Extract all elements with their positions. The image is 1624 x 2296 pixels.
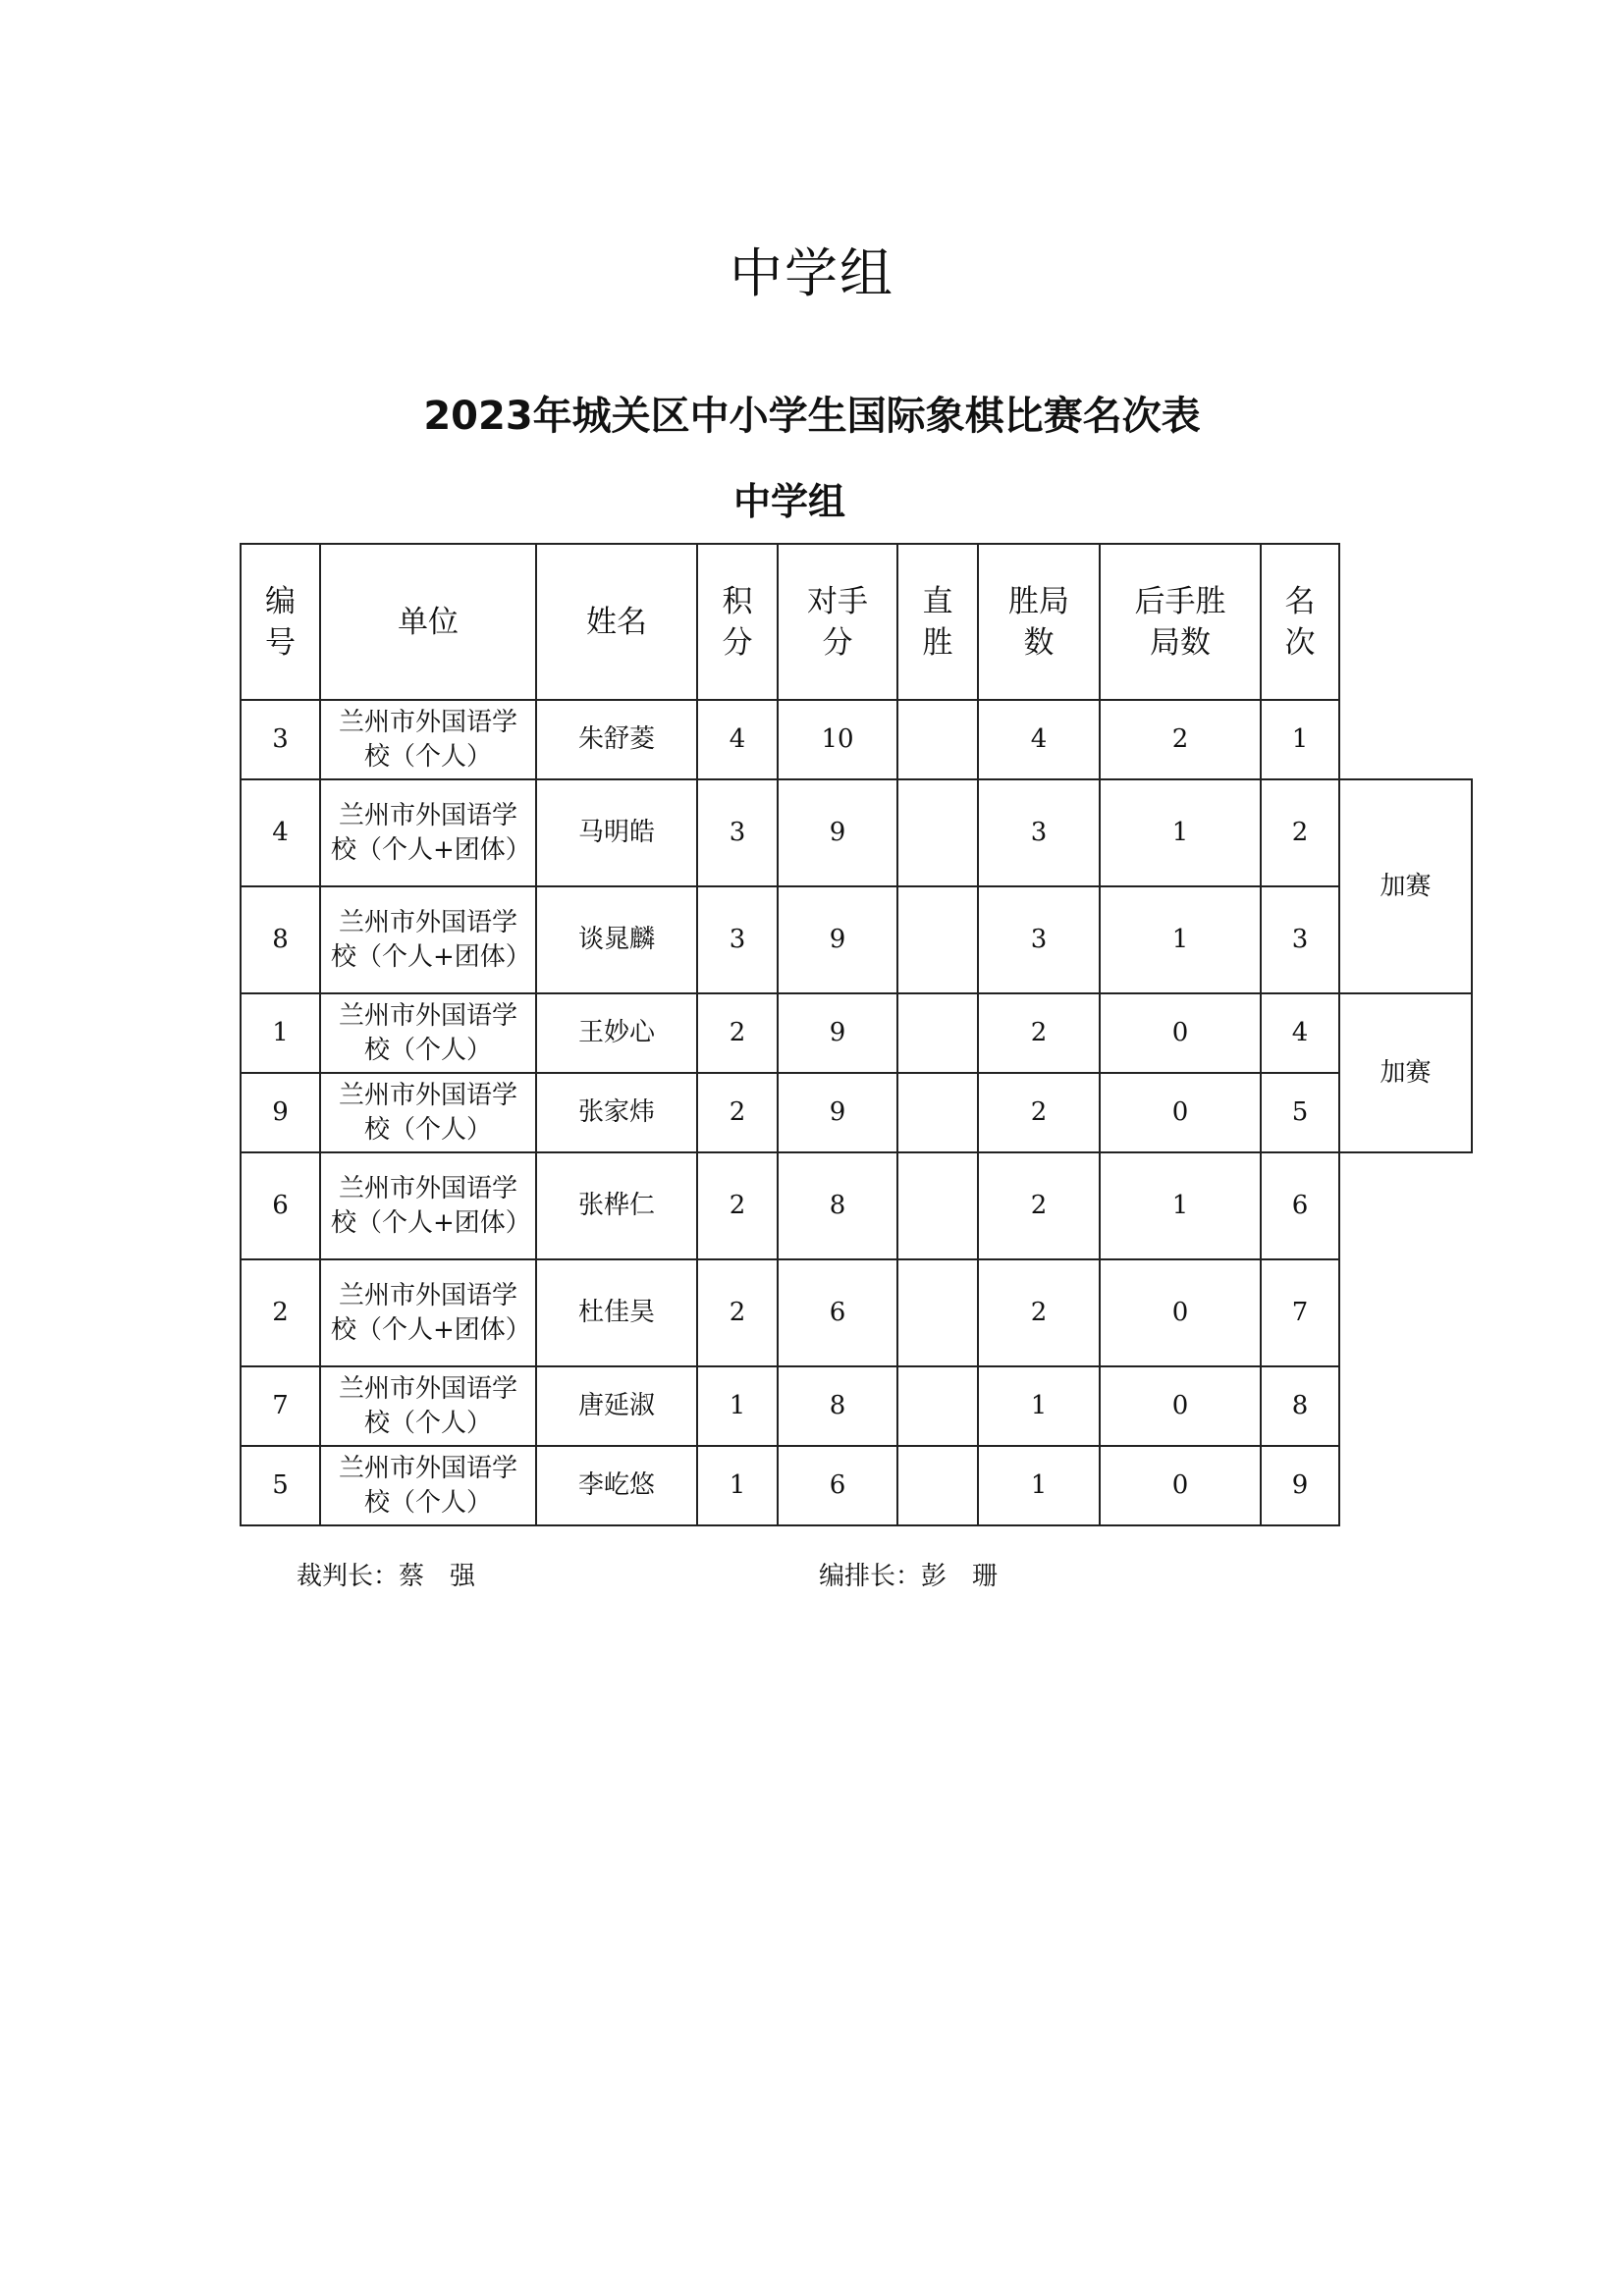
- cell-points: 3: [697, 779, 778, 886]
- cell-wins: 2: [978, 1259, 1100, 1366]
- cell-name: 张桦仁: [536, 1152, 697, 1259]
- cell-unit: 兰州市外国语学校（个人+团体）: [320, 1152, 536, 1259]
- cell-name: 李屹悠: [536, 1446, 697, 1525]
- playoff-note: 加赛: [1339, 779, 1472, 993]
- table-row: [241, 886, 1472, 993]
- cell-rank: 3: [1261, 886, 1339, 993]
- table-row: [241, 993, 1472, 1073]
- cell-name: 马明皓: [536, 779, 697, 886]
- cell-wins: 1: [978, 1446, 1100, 1525]
- cell-rank: 4: [1261, 993, 1339, 1073]
- header-id: 编号: [241, 544, 320, 700]
- cell-direct-win: [897, 779, 978, 886]
- header-rank: 名次: [1261, 544, 1339, 700]
- cell-name: 杜佳昊: [536, 1259, 697, 1366]
- cell-black-wins: 2: [1100, 700, 1261, 779]
- cell-points: 1: [697, 1446, 778, 1525]
- blank-cell: [1339, 700, 1472, 779]
- cell-black-wins: 1: [1100, 779, 1261, 886]
- cell-name: 张家炜: [536, 1073, 697, 1152]
- cell-opponent-points: 9: [778, 993, 897, 1073]
- blank-cell: [1339, 1152, 1472, 1259]
- cell-unit: 兰州市外国语学校（个人）: [320, 1446, 536, 1525]
- cell-wins: 2: [978, 993, 1100, 1073]
- cell-id: 9: [241, 1073, 320, 1152]
- cell-wins: 4: [978, 700, 1100, 779]
- cell-id: 1: [241, 993, 320, 1073]
- header-points: 积分: [697, 544, 778, 700]
- header-wins: 胜局数: [978, 544, 1100, 700]
- table-row: [241, 779, 1472, 886]
- cell-direct-win: [897, 993, 978, 1073]
- ranking-table: [240, 543, 1473, 1526]
- cell-id: 7: [241, 1366, 320, 1446]
- table-row: [241, 1152, 1472, 1259]
- cell-rank: 9: [1261, 1446, 1339, 1525]
- cell-id: 3: [241, 700, 320, 779]
- cell-black-wins: 1: [1100, 886, 1261, 993]
- cell-opponent-points: 10: [778, 700, 897, 779]
- cell-black-wins: 0: [1100, 1366, 1261, 1446]
- cell-opponent-points: 8: [778, 1152, 897, 1259]
- table-row: [241, 1446, 1472, 1525]
- cell-id: 5: [241, 1446, 320, 1525]
- cell-opponent-points: 6: [778, 1446, 897, 1525]
- cell-unit: 兰州市外国语学校（个人+团体）: [320, 886, 536, 993]
- cell-points: 4: [697, 700, 778, 779]
- header-opponent-points: 对手分: [778, 544, 897, 700]
- cell-unit: 兰州市外国语学校（个人）: [320, 700, 536, 779]
- cell-wins: 1: [978, 1366, 1100, 1446]
- cell-wins: 2: [978, 1152, 1100, 1259]
- cell-id: 2: [241, 1259, 320, 1366]
- blank-cell: [1339, 1366, 1472, 1446]
- cell-unit: 兰州市外国语学校（个人+团体）: [320, 1259, 536, 1366]
- cell-opponent-points: 9: [778, 1073, 897, 1152]
- cell-points: 2: [697, 1073, 778, 1152]
- cell-opponent-points: 6: [778, 1259, 897, 1366]
- cell-direct-win: [897, 1152, 978, 1259]
- cell-wins: 3: [978, 779, 1100, 886]
- blank-cell: [1339, 544, 1472, 700]
- cell-points: 2: [697, 993, 778, 1073]
- cell-rank: 7: [1261, 1259, 1339, 1366]
- table-subtitle: 中学组: [732, 480, 845, 523]
- table-row: [241, 1366, 1472, 1446]
- cell-wins: 3: [978, 886, 1100, 993]
- cell-opponent-points: 9: [778, 886, 897, 993]
- cell-rank: 8: [1261, 1366, 1339, 1446]
- top-heading: 中学组: [730, 242, 894, 304]
- header-direct-win: 直胜: [897, 544, 978, 700]
- cell-rank: 2: [1261, 779, 1339, 886]
- cell-black-wins: 0: [1100, 1073, 1261, 1152]
- cell-name: 王妙心: [536, 993, 697, 1073]
- cell-id: 8: [241, 886, 320, 993]
- header-row: [241, 544, 1472, 700]
- cell-direct-win: [897, 700, 978, 779]
- cell-name: 唐延淑: [536, 1366, 697, 1446]
- cell-rank: 6: [1261, 1152, 1339, 1259]
- cell-black-wins: 0: [1100, 1259, 1261, 1366]
- header-name: 姓名: [536, 544, 697, 700]
- cell-points: 1: [697, 1366, 778, 1446]
- cell-unit: 兰州市外国语学校（个人）: [320, 1366, 536, 1446]
- table-row: [241, 1073, 1472, 1152]
- cell-black-wins: 0: [1100, 993, 1261, 1073]
- cell-name: 谈晁麟: [536, 886, 697, 993]
- cell-opponent-points: 9: [778, 779, 897, 886]
- cell-points: 3: [697, 886, 778, 993]
- blank-cell: [1339, 1446, 1472, 1525]
- cell-id: 4: [241, 779, 320, 886]
- cell-direct-win: [897, 1259, 978, 1366]
- cell-rank: 1: [1261, 700, 1339, 779]
- cell-rank: 5: [1261, 1073, 1339, 1152]
- cell-direct-win: [897, 1446, 978, 1525]
- cell-unit: 兰州市外国语学校（个人）: [320, 1073, 536, 1152]
- cell-direct-win: [897, 1073, 978, 1152]
- cell-id: 6: [241, 1152, 320, 1259]
- playoff-note: 加赛: [1339, 993, 1472, 1152]
- header-unit: 单位: [320, 544, 536, 700]
- cell-points: 2: [697, 1259, 778, 1366]
- table-row: [241, 1259, 1472, 1366]
- document-title: 2023年城关区中小学生国际象棋比赛名次表: [423, 394, 1201, 439]
- cell-points: 2: [697, 1152, 778, 1259]
- header-black-wins: 后手胜局数: [1100, 544, 1261, 700]
- cell-direct-win: [897, 886, 978, 993]
- cell-direct-win: [897, 1366, 978, 1446]
- cell-unit: 兰州市外国语学校（个人）: [320, 993, 536, 1073]
- chief-referee: 裁判长：蔡 强: [297, 1562, 476, 1591]
- cell-black-wins: 1: [1100, 1152, 1261, 1259]
- cell-opponent-points: 8: [778, 1366, 897, 1446]
- blank-cell: [1339, 1259, 1472, 1366]
- cell-name: 朱舒菱: [536, 700, 697, 779]
- chief-arranger: 编排长：彭 珊: [819, 1562, 999, 1591]
- table-row: [241, 700, 1472, 779]
- cell-black-wins: 0: [1100, 1446, 1261, 1525]
- cell-wins: 2: [978, 1073, 1100, 1152]
- cell-unit: 兰州市外国语学校（个人+团体）: [320, 779, 536, 886]
